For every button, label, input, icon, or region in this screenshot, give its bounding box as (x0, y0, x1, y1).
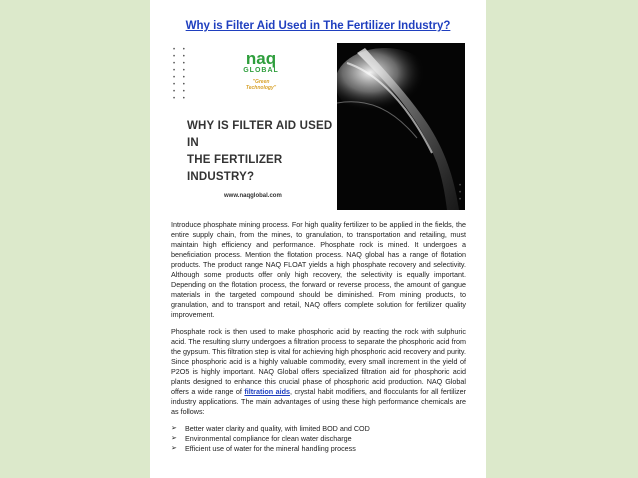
arrow-bullet-icon: ➢ (171, 425, 177, 432)
banner-url: www.naqglobal.com (224, 193, 282, 199)
naq-global-logo (237, 51, 285, 91)
document-title[interactable]: Why is Filter Aid Used in The Fertilizer Industry? (185, 20, 451, 32)
decorative-dots-top: • • • • • • • • • • • • • • • • (173, 47, 188, 102)
arrow-bullet-icon: ➢ (171, 445, 177, 452)
left-margin-background (0, 0, 150, 478)
paragraph-2 (171, 327, 466, 417)
powder-stream-graphic (337, 43, 465, 210)
right-margin-background (486, 0, 638, 478)
document-body (171, 220, 466, 454)
logo-text: naq (245, 49, 277, 68)
list-item-text: Environmental compliance for clean water discharge (185, 434, 352, 443)
decorative-dots-bottom: • • • (459, 183, 462, 203)
filtration-aids-link[interactable]: filtration aids (244, 387, 290, 396)
logo-global-text: GLOBAL (243, 67, 279, 74)
document-page (150, 0, 486, 478)
logo-tagline: "Green Technology" (245, 79, 277, 91)
paragraph-2-text-a: Phosphate rock is then used to make phosphoric acid by reacting the rock with sulphuric acid. The resulting slurry undergoes a filtration process to separate the phosphoric acid from the gypsum. This filtration step is vital for achieving high phosphoric acid recovery and purity. Since phosphoric acid is a highly valuable commodity, every small increment in the yield of P2O5 is highly important. NAQ Global offers specialized filtration aid for phosphoric acid plants designed to enhance this crucial phase of phosphoric acid production. NAQ Global offers a wide range of (171, 327, 466, 396)
paragraph-2-text-b: , crystal habit modifiers, and flocculants for all fertilizer industry applications. The main advantages of using these high performance chemicals are as follows: (171, 387, 466, 416)
list-item (171, 444, 466, 454)
list-item (171, 434, 466, 444)
banner-heading-line2: THE FERTILIZER INDUSTRY? (187, 154, 283, 183)
arrow-bullet-icon: ➢ (171, 435, 177, 442)
list-item-text: Better water clarity and quality, with limited BOD and COD (185, 424, 370, 433)
white-powder-photo (337, 43, 465, 210)
banner-heading-line1: WHY IS FILTER AID USED IN (187, 120, 333, 149)
list-item (171, 424, 466, 434)
paragraph-1: Introduce phosphate mining process. For high quality fertilizer to be applied in the fields, the entire supply chain, from the mines, to granulation, to transportation and retailing, must maintain high efficiency and performance. Phosphate rock is mined. It undergoes a beneficiation process. Mention the flotation process. NAQ global has a range of flotation products. The product range NAQ FLOAT yields a high phosphate recovery and selectivity. Although some products offer only high recovery, the selectivity is equally important. Depending on the flotation process, the forward or reverse process, the amount of gangue materials in the targeted compound should be diminished. From mining products, to granulation, and to transport and retail, NAQ offers complete solution for fertilizer quality improvement. (171, 220, 466, 319)
banner-image (169, 43, 467, 210)
advantages-list (171, 424, 466, 454)
banner-heading (187, 118, 347, 186)
list-item-text: Efficient use of water for the mineral handling process (185, 444, 356, 453)
